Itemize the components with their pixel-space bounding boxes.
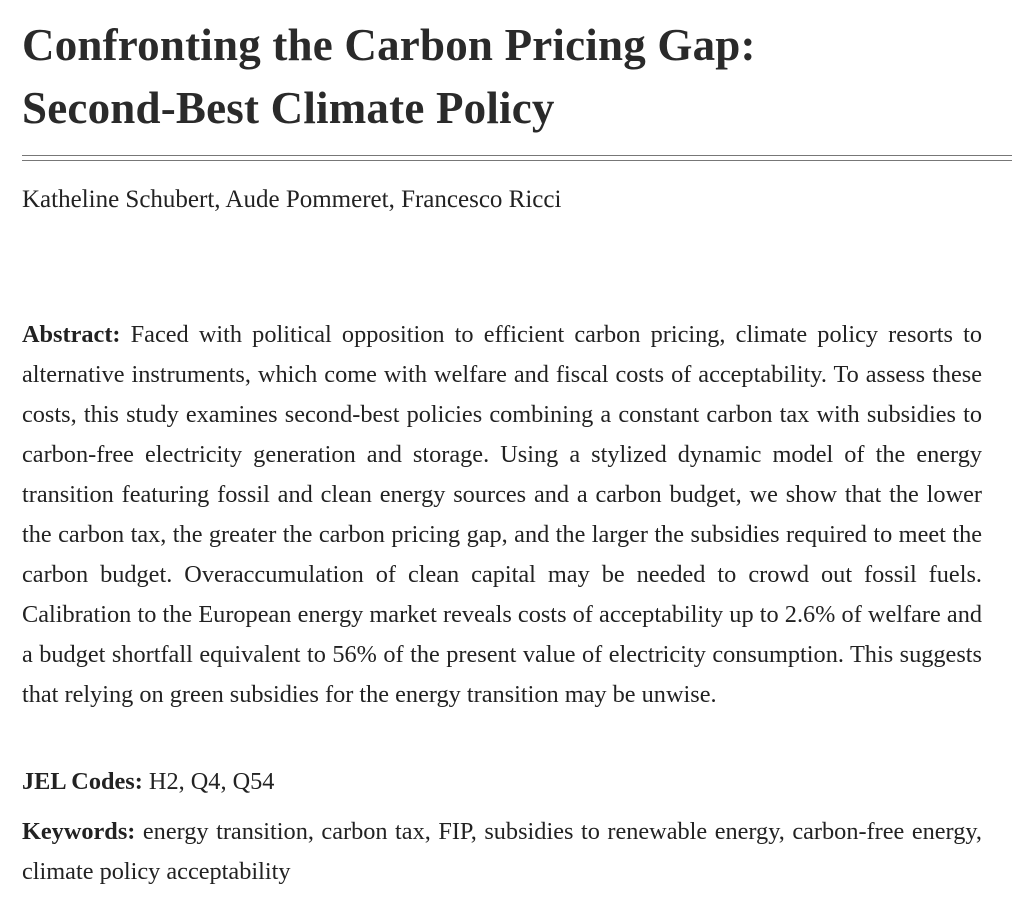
keywords-line xyxy=(22,812,982,892)
paper-title xyxy=(22,14,982,140)
title-line-2: Second-Best Climate Policy xyxy=(22,83,555,133)
jel-codes: H2, Q4, Q54 xyxy=(148,768,275,795)
jel-codes-line xyxy=(22,762,274,802)
abstract-text: Faced with political opposition to efficient carbon pricing, climate policy resorts to alternative instruments, which come with welfare and fiscal costs of acceptability. To assess these costs, this study examines second-best policies combining a constant carbon tax with subsidies to carbon-free electricity generation and storage. Using a stylized dynamic model of the energy transition featuring fossil and clean energy sources and a carbon budget, we show that the lower the carbon tax, the greater the carbon pricing gap, and the larger the subsidies required to meet the carbon budget. Overaccumulation of clean capital may be needed to crowd out fossil fuels. Calibration to the European energy market reveals costs of acceptability up to 2.6% of welfare and a budget shortfall equivalent to 56% of the present value of electricity consumption. This suggests that relying on green subsidies for the energy transition may be unwise. xyxy=(22,321,983,708)
abstract-label: Abstract: xyxy=(22,321,121,348)
title-rule-bottom xyxy=(22,160,1012,161)
keywords-label: Keywords: xyxy=(22,818,136,845)
keywords-text: energy transition, carbon tax, FIP, subsidies to renewable energy, carbon-free energy, climate policy acceptability xyxy=(22,818,982,885)
abstract-paragraph xyxy=(22,315,982,715)
title-line-1: Confronting the Carbon Pricing Gap: xyxy=(22,20,756,70)
author-list: Katheline Schubert, Aude Pommeret, Francesco Ricci xyxy=(22,186,562,213)
abstract-section xyxy=(22,315,982,715)
jel-label: JEL Codes: xyxy=(22,768,143,795)
title-rule-top xyxy=(22,155,1012,156)
